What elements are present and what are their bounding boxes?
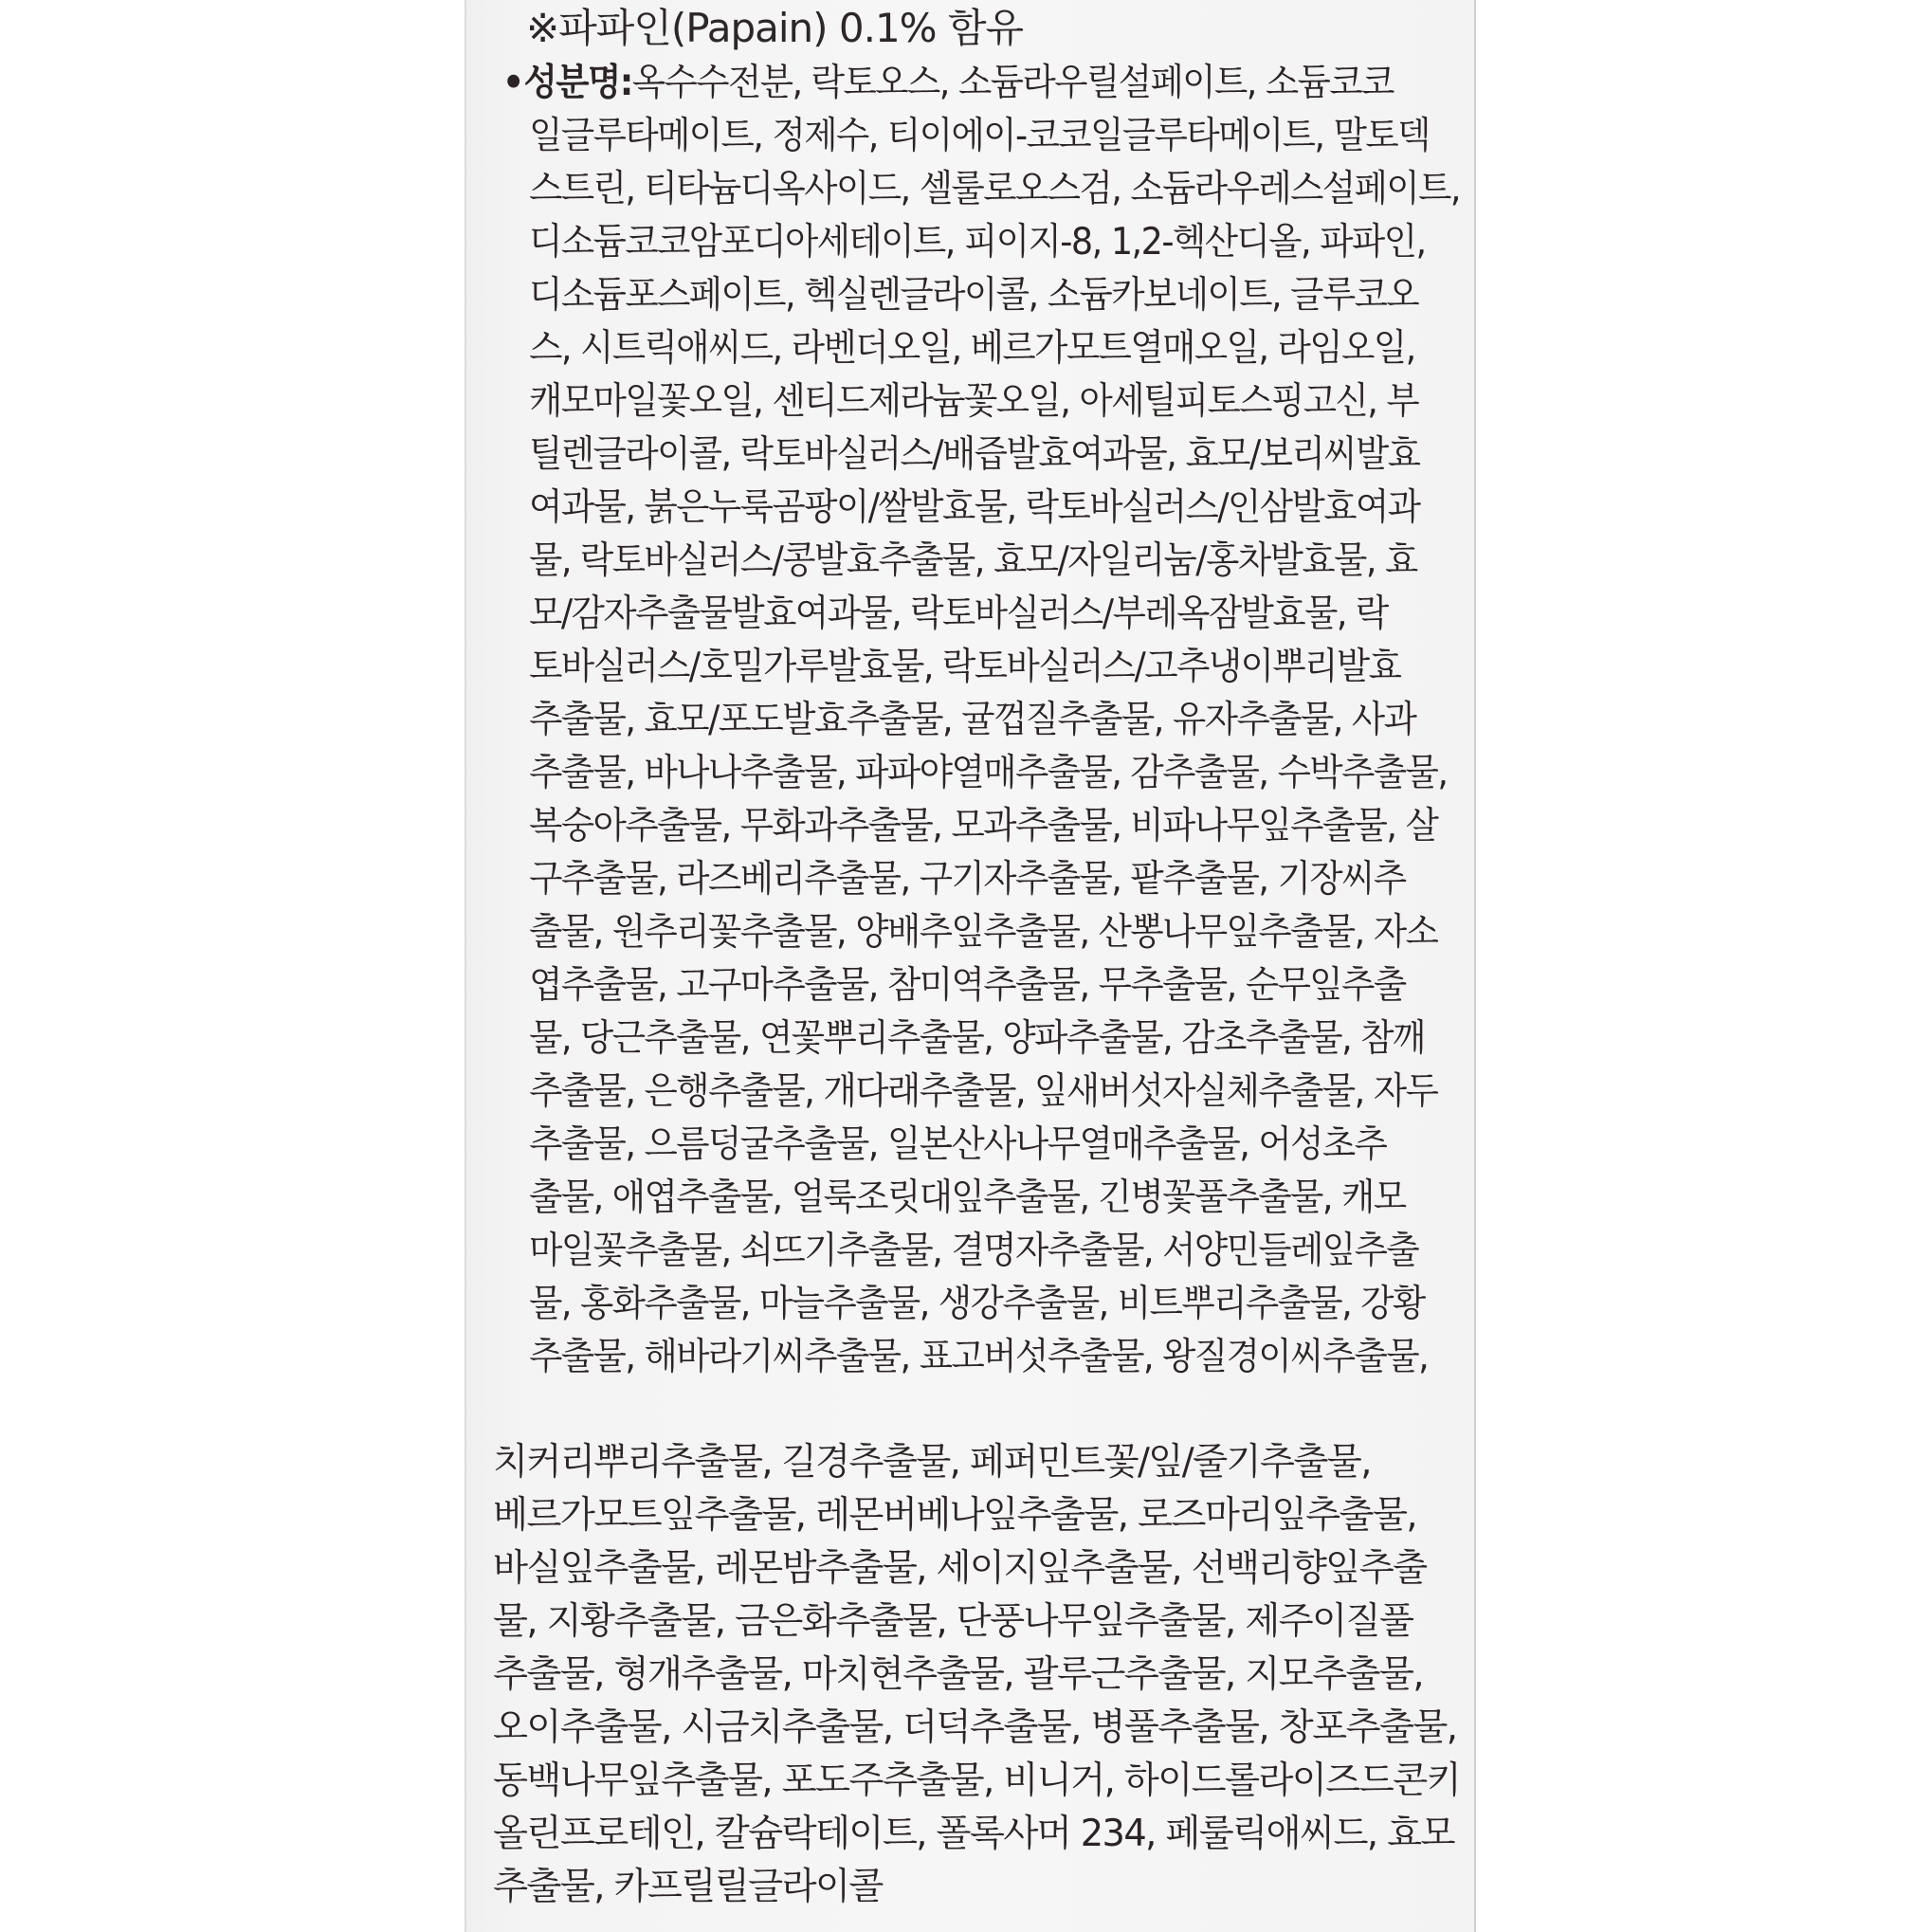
ingredient-line: 디소듐코코암포디아세테이트, 피이지-8, 1,2-헥산디올, 파파인, (529, 221, 1426, 264)
ingredient-line: 출물, 원추리꽃추출물, 양배추잎추출물, 산뽕나무잎추출물, 자소 (529, 911, 1438, 954)
ingredient-line: 마일꽃추출물, 쇠뜨기추출물, 결명자추출물, 서양민들레잎추출 (529, 1230, 1419, 1272)
ingredient-line: 구추출물, 라즈베리추출물, 구기자추출물, 팥추출물, 기장씨추 (529, 858, 1406, 901)
ingredient-line: 스, 시트릭애씨드, 라벤더오일, 베르가모트열매오일, 라임오일, (529, 327, 1415, 370)
ingredient-line: 스트린, 티타늄디옥사이드, 셀룰로오스검, 소듐라우레스설페이트, (529, 168, 1460, 210)
ingredient-line: 틸렌글라이콜, 락토바실러스/배즙발효여과물, 효모/보리씨발효 (529, 433, 1420, 476)
ingredient-continuation-line: 동백나무잎추출물, 포도주추출물, 비니거, 하이드롤라이즈드콘키 (493, 1759, 1460, 1802)
ingredient-line: 물, 홍화추출물, 마늘추출물, 생강추출물, 비트뿌리추출물, 강황 (529, 1283, 1425, 1325)
ingredient-line: 캐모마일꽃오일, 센티드제라늄꽃오일, 아세틸피토스핑고신, 부 (529, 380, 1419, 423)
ingredient-line: 토바실러스/호밀가루발효물, 락토바실러스/고추냉이뿌리발효 (529, 646, 1401, 688)
label-separator: : (619, 62, 632, 104)
ingredient-continuation-line: 치커리뿌리추출물, 길경추출물, 페퍼민트꽃/잎/줄기추출물, (493, 1441, 1371, 1484)
ingredient-line: 여과물, 붉은누룩곰팡이/쌀발효물, 락토바실러스/인삼발효여과 (529, 486, 1420, 529)
ingredient-continuation-line: 추출물, 카프릴릴글라이콜 (493, 1866, 883, 1908)
ingredient-line: 모/감자추출물발효여과물, 락토바실러스/부레옥잠발효물, 락 (529, 592, 1388, 635)
ingredient-list (502, 57, 1460, 1384)
bullet: • (502, 62, 523, 104)
ingredient-continuation-line: 베르가모트잎추출물, 레몬버베나잎추출물, 로즈마리잎추출물, (493, 1494, 1416, 1537)
ingredient-continuation-line: 오이추출물, 시금치추출물, 더덕추출물, 병풀추출물, 창포추출물, (493, 1706, 1457, 1749)
ingredient-line: 출물, 애엽추출물, 얼룩조릿대잎추출물, 긴병꽃풀추출물, 캐모 (529, 1176, 1406, 1219)
ingredient-label: 성분명 (523, 62, 620, 104)
papain-notice: ※파파인(Papain) 0.1% 함유 (526, 5, 1024, 51)
ingredient-line-text: 옥수수전분, 락토오스, 소듐라우릴설페이트, 소듐코코 (631, 62, 1394, 104)
ingredient-line: 추출물, 은행추출물, 개다래추출물, 잎새버섯자실체추출물, 자두 (529, 1070, 1438, 1113)
ingredient-line: 엽추출물, 고구마추출물, 참미역추출물, 무추출물, 순무잎추출 (529, 964, 1406, 1007)
ingredient-continuation-line: 올린프로테인, 칼슘락테이트, 폴록사머 234, 페룰릭애씨드, 효모 (493, 1813, 1454, 1855)
ingredient-line: 추출물, 해바라기씨추출물, 표고버섯추출물, 왕질경이씨추출물, (529, 1336, 1429, 1378)
ingredient-continuation-line: 물, 지황추출물, 금은화추출물, 단풍나무잎추출물, 제주이질풀 (493, 1600, 1413, 1643)
ingredient-line (502, 57, 1460, 110)
ingredient-continuation-line: 바실잎추출물, 레몬밤추출물, 세이지잎추출물, 선백리향잎추출 (493, 1547, 1427, 1590)
ingredient-line: 물, 당근추출물, 연꽃뿌리추출물, 양파추출물, 감초추출물, 참깨 (529, 1017, 1425, 1060)
ingredient-line: 추출물, 으름덩굴추출물, 일본산사나무열매추출물, 어성초추 (529, 1123, 1387, 1166)
ingredient-line: 추출물, 바나나추출물, 파파야열매추출물, 감추출물, 수박추출물, (529, 752, 1448, 794)
ingredient-line: 물, 락토바실러스/콩발효추출물, 효모/자일리눔/홍차발효물, 효 (529, 539, 1417, 582)
ingredient-line: 일글루타메이트, 정제수, 티이에이-코코일글루타메이트, 말토덱 (529, 115, 1430, 157)
ingredient-continuation-line: 추출물, 형개추출물, 마치현추출물, 괄루근추출물, 지모추출물, (493, 1653, 1423, 1696)
ingredient-line: 추출물, 효모/포도발효추출물, 귤껍질추출물, 유자추출물, 사과 (529, 699, 1416, 741)
ingredient-line: 복숭아추출물, 무화과추출물, 모과추출물, 비파나무잎추출물, 살 (529, 805, 1438, 848)
ingredient-continuation (493, 1436, 1460, 1914)
ingredient-line: 디소듐포스페이트, 헥실렌글라이콜, 소듐카보네이트, 글루코오 (529, 274, 1419, 317)
